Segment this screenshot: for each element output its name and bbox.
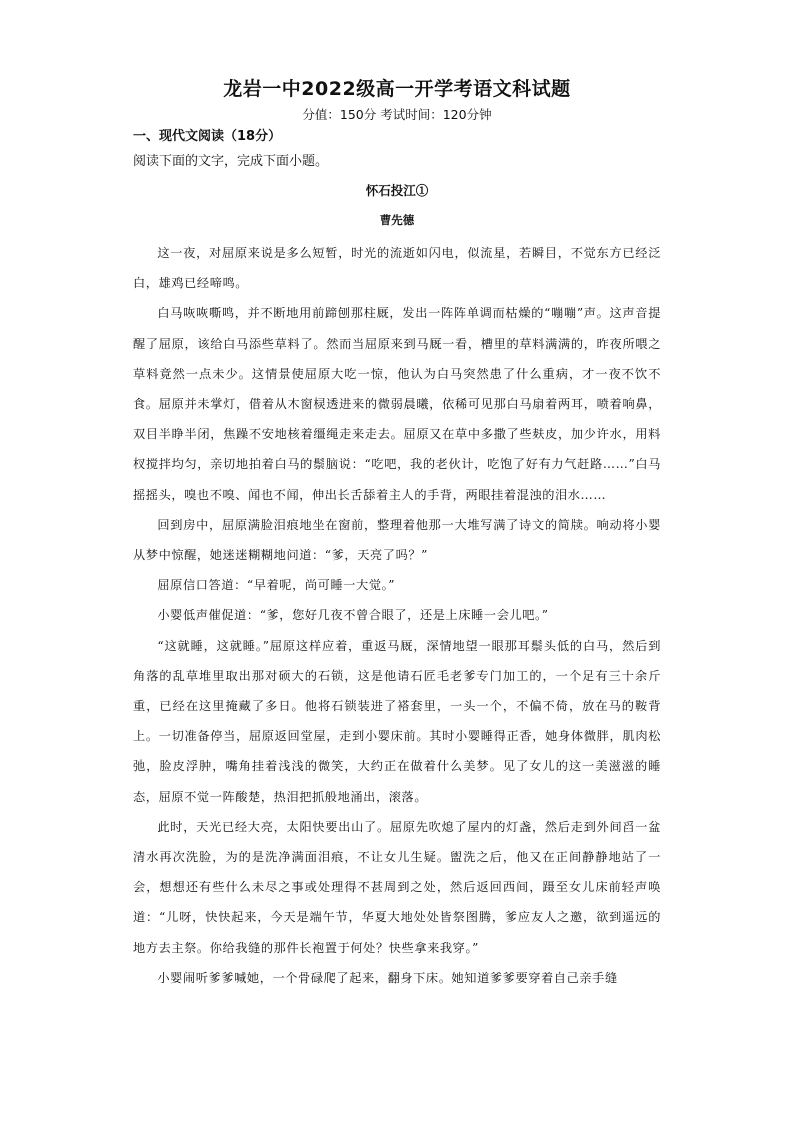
article-body [133, 238, 661, 993]
paragraph: 此时，天光已经大亮，太阳快要出山了。屈原先吹熄了屋内的灯盏，然后走到外间舀一盆清水再次洗脸，为的是洗净满面泪痕，不让女儿生疑。盥洗之后，他又在正间静静地站了一会，想想还有些什么未尽之事或处理得不甚周到之处，然后返回西间，蹑至女儿床前轻声唤道：“儿呀，快快起来，今天是端午节，华夏大地处处皆祭图腾，爹应友人之邀，欲到遥远的地方去主祭。你给我缝的那件长袍置于何处？快些拿来我穿。” [133, 819, 661, 955]
section-instruction: 阅读下面的文字，完成下面小题。 [133, 154, 329, 169]
exam-meta: 分值：150分 考试时间：120分钟 [302, 107, 492, 122]
paragraph: 小婴闹听爹爹喊她，一个骨碌爬了起来，翻身下床。她知道爹爹要穿着自己亲手缝 [157, 970, 618, 985]
exam-title: 龙岩一中2022级高一开学考语文科试题 [223, 78, 571, 100]
paragraph: 回到房中，屈原满脸泪痕地坐在窗前，整理着他那一大堆写满了诗文的简牍。响动将小婴从梦中惊醒，她迷迷糊糊地问道：“爹，天亮了吗？” [133, 517, 661, 563]
paragraph: 白马咴咴嘶鸣，并不断地用前蹄刨那柱厩，发出一阵阵单调而枯燥的“嘣嘣”声。这声音提醒了屈原，该给白马添些草料了。然而当屈原来到马厩一看，槽里的草料满满的，昨夜所喂之草料竟然一点未少。这情景使屈原大吃一惊，他认为白马突然患了什么重病，才一夜不饮不食。屈原并未掌灯，借着从木窗棂透进来的微弱晨曦，依稀可见那白马扇着两耳，喷着响鼻，双目半睁半闭，焦躁不安地核着缰绳走来走去。屈原又在草中多撒了些麸皮，加少许水，用料杈搅拌均匀，亲切地拍着白马的鬃脑说：“吃吧，我的老伙计，吃饱了好有力气赶路……”白马摇摇头，嗅也不嗅、闻也不闻，伸出长舌舔着主人的手背，两眼挂着混浊的泪水…… [133, 306, 661, 502]
article-title: 怀石投江① [365, 183, 429, 198]
section-heading: 一、现代文阅读（18分） [133, 129, 282, 144]
paragraph: 屈原信口答道：“早着呢，尚可睡一大觉。” [157, 578, 396, 593]
article-author: 曹先德 [379, 213, 415, 227]
paragraph: “这就睡，这就睡。”屈原这样应着，重返马厩，深情地望一眼那耳鬃头低的白马，然后到角落的乱草堆里取出那对硕大的石锁，这是他请石匠毛老爹专门加工的，一个足有三十余斤重，已经在这里掩藏了多日。他将石锁装进了褡套里，一头一个，不偏不倚，放在马的鞍背上。一切准备停当，屈原返回堂屋，走到小婴床前。其时小婴睡得正香，她身体微胖，肌肉松弛，脸皮浮肿，嘴角挂着浅浅的微笑，大约正在做着什么美梦。见了女儿的这一美滋滋的睡态，屈原不觉一阵酸楚，热泪把抓般地涌出，滚落。 [133, 638, 661, 804]
paragraph: 小婴低声催促道：“爹，您好几夜不曾合眼了，还是上床睡一会儿吧。” [157, 608, 549, 623]
paragraph: 这一夜，对屈原来说是多么短暂，时光的流逝如闪电，似流星，若瞬目，不觉东方已经泛白，雄鸡已经啼鸣。 [133, 246, 661, 291]
